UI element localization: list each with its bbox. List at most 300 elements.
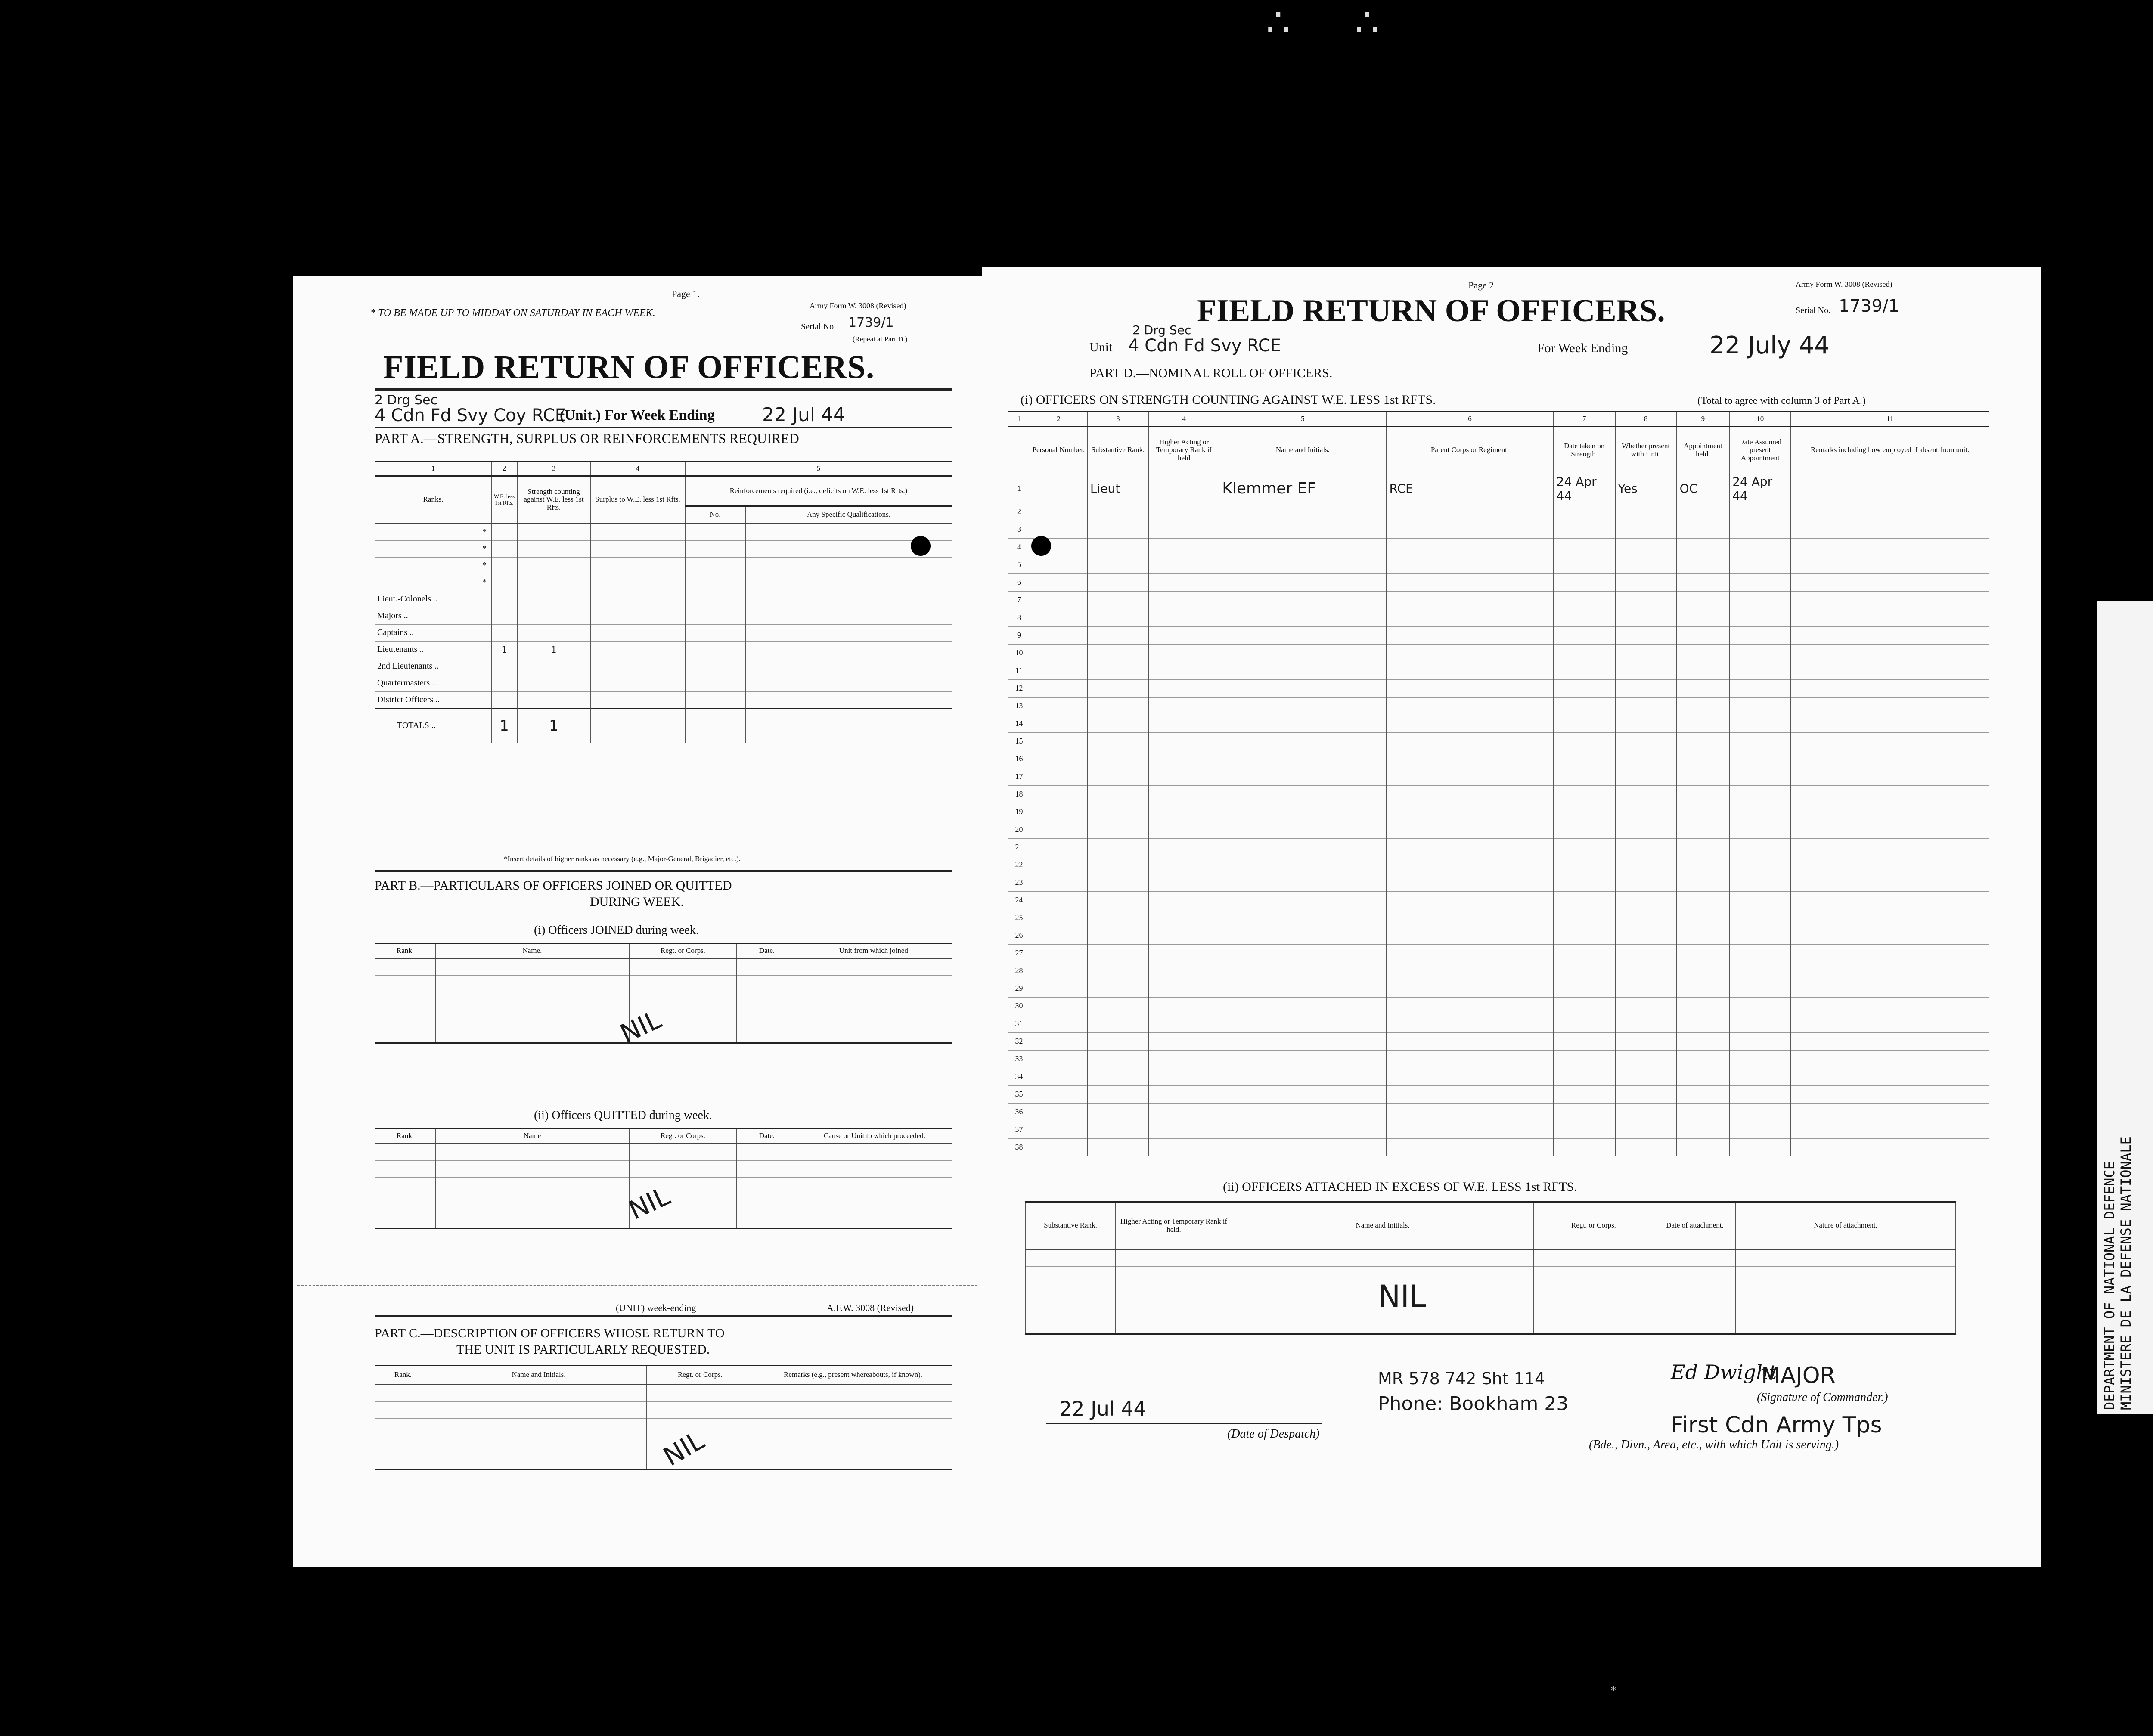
- row-number: 19: [1008, 803, 1030, 821]
- roll-cell: [1729, 980, 1791, 997]
- roll-cell: [1030, 626, 1087, 644]
- roll-cell: [1677, 803, 1730, 821]
- header-rank: Rank.: [375, 1129, 435, 1144]
- roll-cell: [1615, 785, 1677, 803]
- roll-cell: [1791, 591, 1989, 609]
- roll-cell: [1087, 591, 1149, 609]
- roll-cell: [1030, 909, 1087, 927]
- roll-cell: [1087, 503, 1149, 521]
- roll-cell: [1615, 821, 1677, 838]
- roll-cell: [1615, 679, 1677, 697]
- row-number: 38: [1008, 1138, 1030, 1156]
- table-row: [1008, 1032, 1989, 1050]
- table-row: [1008, 521, 1989, 538]
- roll-cell: [1729, 732, 1791, 750]
- roll-cell: [1219, 1015, 1386, 1032]
- roll-cell: 24 Apr 44: [1729, 474, 1791, 503]
- roll-cell: [1677, 732, 1730, 750]
- roll-cell: [1729, 821, 1791, 838]
- roll-cell: [1677, 838, 1730, 856]
- row-number: 26: [1008, 927, 1030, 944]
- roll-cell: [1615, 1103, 1677, 1121]
- roll-cell: [1677, 927, 1730, 944]
- roll-cell: [1149, 474, 1219, 503]
- form-title: FIELD RETURN OF OFFICERS.: [383, 349, 875, 385]
- roll-cell: [1386, 521, 1553, 538]
- roll-cell: [1386, 891, 1553, 909]
- roll-cell: [1615, 591, 1677, 609]
- roll-cell: [1677, 1068, 1730, 1085]
- roll-cell: [1219, 1138, 1386, 1156]
- roll-cell: RCE: [1386, 474, 1553, 503]
- row-number: 8: [1008, 609, 1030, 626]
- table-row: [1008, 927, 1989, 944]
- roll-cell: [1030, 1138, 1087, 1156]
- roll-cell: [1791, 626, 1989, 644]
- roll-cell: [1219, 803, 1386, 821]
- roll-cell: [1615, 856, 1677, 874]
- roll-cell: [1030, 962, 1087, 980]
- roll-cell: [1554, 1068, 1615, 1085]
- roll-cell: [1729, 679, 1791, 697]
- roll-cell: [1677, 1103, 1730, 1121]
- phone-number: Phone: Bookham 23: [1378, 1393, 1569, 1415]
- unit-line-1: 2 Drg Sec: [375, 393, 438, 408]
- archive-ministere: MINISTERE DE LA DEFENSE NATIONALE: [2118, 1136, 2134, 1410]
- roll-cell: [1729, 962, 1791, 980]
- row-number: 13: [1008, 697, 1030, 715]
- roll-cell: [1149, 609, 1219, 626]
- row-number: 34: [1008, 1068, 1030, 1085]
- roll-cell: [1149, 768, 1219, 785]
- table-row: [1008, 679, 1989, 697]
- roll-cell: [1615, 768, 1677, 785]
- row-number: 30: [1008, 997, 1030, 1015]
- roll-cell: [1554, 874, 1615, 891]
- roll-cell: [1219, 785, 1386, 803]
- roll-cell: [1087, 838, 1149, 856]
- roll-cell: [1677, 1121, 1730, 1138]
- roll-cell: [1219, 521, 1386, 538]
- roll-cell: [1729, 1068, 1791, 1085]
- roll-cell: [1149, 944, 1219, 962]
- roll-cell: [1554, 679, 1615, 697]
- roll-header: Substantive Rank.: [1087, 427, 1149, 474]
- roll-cell: OC: [1677, 474, 1730, 503]
- roll-cell: [1677, 909, 1730, 927]
- table-row: [1008, 962, 1989, 980]
- roll-cell: [1219, 997, 1386, 1015]
- roll-cell: [1791, 803, 1989, 821]
- roll-cell: [1219, 503, 1386, 521]
- roll-cell: [1791, 503, 1989, 521]
- row-number: 24: [1008, 891, 1030, 909]
- roll-cell: [1554, 838, 1615, 856]
- roll-cell: [1149, 821, 1219, 838]
- roll-cell: [1030, 697, 1087, 715]
- roll-cell: [1554, 803, 1615, 821]
- header-name: Name: [435, 1129, 629, 1144]
- roll-cell: [1677, 574, 1730, 591]
- roll-cell: [1677, 785, 1730, 803]
- row-number: 5: [1008, 556, 1030, 574]
- col-num: 8: [1615, 412, 1677, 427]
- strength-value: 1: [517, 641, 590, 658]
- roll-cell: [1791, 538, 1989, 556]
- table-row: [1008, 1138, 1989, 1156]
- roll-cell: [1149, 626, 1219, 644]
- col-num: 2: [1030, 412, 1087, 427]
- roll-cell: [1554, 1050, 1615, 1068]
- header-date-attachment: Date of attachment.: [1654, 1202, 1736, 1249]
- roll-cell: [1030, 644, 1087, 662]
- roll-cell: [1030, 503, 1087, 521]
- roll-cell: [1677, 962, 1730, 980]
- roll-cell: [1554, 609, 1615, 626]
- roll-cell: [1615, 962, 1677, 980]
- roll-cell: [1729, 609, 1791, 626]
- roll-cell: [1030, 609, 1087, 626]
- form-page-1: [293, 276, 982, 1567]
- header-rank: Rank.: [375, 944, 435, 958]
- roll-cell: [1030, 997, 1087, 1015]
- roll-cell: [1386, 856, 1553, 874]
- perforation-line: [297, 1285, 977, 1286]
- header-regt: Regt. or Corps.: [629, 944, 737, 958]
- header-substantive-rank: Substantive Rank.: [1025, 1202, 1116, 1249]
- quitted-table: [375, 1128, 952, 1229]
- roll-header: Date taken on Strength.: [1554, 427, 1615, 474]
- roll-cell: [1149, 1050, 1219, 1068]
- roll-cell: [1386, 750, 1553, 768]
- roll-cell: [1219, 750, 1386, 768]
- roll-cell: [1219, 821, 1386, 838]
- roll-cell: [1030, 1068, 1087, 1085]
- roll-cell: [1729, 785, 1791, 803]
- roll-cell: Lieut: [1087, 474, 1149, 503]
- roll-cell: [1087, 644, 1149, 662]
- attached-nil: NIL: [1378, 1279, 1427, 1314]
- film-bottom-marker: *: [1610, 1683, 1617, 1698]
- roll-cell: [1386, 1032, 1553, 1050]
- roll-cell: [1219, 874, 1386, 891]
- table-row: [1008, 856, 1989, 874]
- header-date: Date.: [737, 944, 797, 958]
- roll-cell: [1149, 962, 1219, 980]
- roll-cell: [1677, 944, 1730, 962]
- despatch-label: (Date of Despatch): [1227, 1427, 1320, 1441]
- part-c-nil: NIL: [658, 1425, 710, 1472]
- roll-cell: [1219, 1068, 1386, 1085]
- form-title: FIELD RETURN OF OFFICERS.: [1197, 293, 1665, 329]
- roll-cell: [1791, 980, 1989, 997]
- roll-cell: [1677, 679, 1730, 697]
- roll-cell: [1729, 521, 1791, 538]
- roll-cell: [1149, 997, 1219, 1015]
- roll-cell: [1554, 715, 1615, 732]
- table-row: [1008, 697, 1989, 715]
- roll-cell: [1615, 750, 1677, 768]
- row-number: 28: [1008, 962, 1030, 980]
- roll-cell: [1149, 697, 1219, 715]
- week-ending-value: 22 Jul 44: [762, 404, 846, 426]
- roll-cell: [1087, 891, 1149, 909]
- col-num: 1: [375, 462, 491, 476]
- roll-cell: [1729, 538, 1791, 556]
- header-we: W.E. less 1st Rfts.: [491, 476, 517, 524]
- page-number: Page 2.: [1468, 280, 1496, 291]
- roll-cell: [1554, 944, 1615, 962]
- roll-cell: [1554, 856, 1615, 874]
- table-row: [1008, 1103, 1989, 1121]
- roll-cell: [1030, 574, 1087, 591]
- roll-header: [1008, 427, 1030, 474]
- roll-cell: [1791, 909, 1989, 927]
- header-name: Name and Initials.: [431, 1366, 646, 1385]
- roll-cell: [1087, 803, 1149, 821]
- roll-cell: [1087, 715, 1149, 732]
- roll-cell: [1554, 1121, 1615, 1138]
- form-page-2: [982, 267, 2041, 1567]
- roll-cell: [1219, 838, 1386, 856]
- part-d-title: PART D.—NOMINAL ROLL OF OFFICERS.: [1089, 366, 1333, 380]
- roll-cell: [1219, 1085, 1386, 1103]
- table-row: [1008, 1121, 1989, 1138]
- row-number: 1: [1008, 474, 1030, 503]
- roll-cell: [1087, 609, 1149, 626]
- roll-cell: [1729, 750, 1791, 768]
- week-value: 22 July 44: [1709, 332, 1830, 360]
- roll-cell: [1729, 997, 1791, 1015]
- roll-cell: [1729, 556, 1791, 574]
- totals-label: TOTALS ..: [375, 709, 491, 743]
- roll-cell: [1149, 538, 1219, 556]
- roll-cell: [1030, 821, 1087, 838]
- roll-cell: [1677, 891, 1730, 909]
- roll-cell: [1615, 909, 1677, 927]
- roll-cell: [1087, 697, 1149, 715]
- signature-rank: MAJOR: [1761, 1363, 1836, 1389]
- unit-label: Unit: [1089, 340, 1113, 354]
- serial-number: 1739/1: [1839, 296, 1899, 316]
- week-label: For Week Ending: [1537, 341, 1628, 355]
- quitted-nil: NIL: [624, 1181, 675, 1226]
- col-num: 6: [1386, 412, 1553, 427]
- roll-cell: [1615, 662, 1677, 679]
- roll-cell: [1791, 644, 1989, 662]
- header-ranks: Ranks.: [375, 476, 491, 524]
- roll-cell: [1677, 697, 1730, 715]
- rank-cell: *: [375, 540, 491, 557]
- roll-cell: [1087, 750, 1149, 768]
- table-row: [1008, 538, 1989, 556]
- roll-cell: [1677, 556, 1730, 574]
- table-row: [1008, 750, 1989, 768]
- roll-cell: [1554, 750, 1615, 768]
- roll-cell: [1087, 521, 1149, 538]
- header-rank: Rank.: [375, 1366, 431, 1385]
- serial-note: (Repeat at Part D.): [853, 335, 908, 343]
- roll-cell: [1386, 732, 1553, 750]
- roll-cell: [1386, 644, 1553, 662]
- form-reference: Army Form W. 3008 (Revised): [1796, 280, 1892, 288]
- roll-cell: [1386, 962, 1553, 980]
- roll-cell: [1554, 962, 1615, 980]
- row-number: 17: [1008, 768, 1030, 785]
- table-row: [1008, 944, 1989, 962]
- roll-cell: [1677, 768, 1730, 785]
- roll-cell: [1554, 626, 1615, 644]
- roll-cell: [1030, 750, 1087, 768]
- roll-cell: [1729, 874, 1791, 891]
- roll-cell: [1615, 980, 1677, 997]
- table-row: [1008, 574, 1989, 591]
- roll-cell: [1030, 556, 1087, 574]
- roll-cell: [1791, 891, 1989, 909]
- roll-cell: [1554, 574, 1615, 591]
- roll-cell: [1554, 556, 1615, 574]
- roll-header: Appointment held.: [1677, 427, 1730, 474]
- roll-cell: [1149, 644, 1219, 662]
- roll-cell: [1386, 715, 1553, 732]
- roll-cell: [1615, 874, 1677, 891]
- serial-label: Serial No.: [801, 322, 836, 332]
- roll-cell: [1554, 1015, 1615, 1032]
- roll-cell: [1791, 715, 1989, 732]
- roll-cell: [1087, 626, 1149, 644]
- roll-cell: [1149, 1138, 1219, 1156]
- roll-cell: [1087, 1121, 1149, 1138]
- roll-cell: [1615, 521, 1677, 538]
- roll-cell: [1219, 609, 1386, 626]
- roll-cell: [1729, 503, 1791, 521]
- roll-cell: [1149, 556, 1219, 574]
- roll-cell: [1386, 556, 1553, 574]
- roll-cell: [1030, 474, 1087, 503]
- roll-cell: [1149, 679, 1219, 697]
- roll-cell: [1615, 556, 1677, 574]
- roll-cell: [1219, 556, 1386, 574]
- roll-cell: [1554, 591, 1615, 609]
- roll-cell: [1615, 1138, 1677, 1156]
- header-remarks: Remarks (e.g., present whereabouts, if known).: [754, 1366, 952, 1385]
- roll-cell: [1677, 1050, 1730, 1068]
- film-marks: ∴ ∴: [1266, 0, 1405, 45]
- roll-cell: [1677, 1032, 1730, 1050]
- roll-cell: [1677, 715, 1730, 732]
- roll-cell: [1729, 662, 1791, 679]
- table-row: [1008, 803, 1989, 821]
- roll-cell: [1791, 1068, 1989, 1085]
- row-number: 20: [1008, 821, 1030, 838]
- table-row: [1008, 1068, 1989, 1085]
- roll-cell: [1386, 1015, 1553, 1032]
- roll-cell: [1149, 503, 1219, 521]
- roll-cell: [1149, 927, 1219, 944]
- page-number: Page 1.: [672, 288, 700, 299]
- roll-cell: [1677, 662, 1730, 679]
- header-regt: Regt. or Corps.: [1533, 1202, 1654, 1249]
- row-number: 36: [1008, 1103, 1030, 1121]
- roll-cell: [1386, 679, 1553, 697]
- roll-cell: [1615, 1085, 1677, 1103]
- roll-cell: [1219, 732, 1386, 750]
- archive-dept: DEPARTMENT OF NATIONAL DEFENCE: [2101, 1161, 2118, 1410]
- roll-cell: [1087, 768, 1149, 785]
- map-reference: MR 578 742 Sht 114: [1378, 1369, 1545, 1388]
- header-regt: Regt. or Corps.: [646, 1366, 754, 1385]
- roll-cell: [1087, 1103, 1149, 1121]
- row-number: 15: [1008, 732, 1030, 750]
- row-number: 6: [1008, 574, 1030, 591]
- row-number: 12: [1008, 679, 1030, 697]
- rank-cell: *: [375, 557, 491, 574]
- roll-cell: [1729, 1085, 1791, 1103]
- roll-cell: [1729, 944, 1791, 962]
- roll-cell: [1087, 785, 1149, 803]
- row-number: 3: [1008, 521, 1030, 538]
- row-number: 32: [1008, 1032, 1030, 1050]
- roll-cell: [1386, 997, 1553, 1015]
- row-number: 4: [1008, 538, 1030, 556]
- roll-cell: 24 Apr 44: [1554, 474, 1615, 503]
- roll-cell: [1791, 1138, 1989, 1156]
- roll-cell: [1615, 1015, 1677, 1032]
- table-row: [1008, 874, 1989, 891]
- roll-cell: [1677, 644, 1730, 662]
- roll-cell: [1615, 697, 1677, 715]
- part-b-title-2: DURING WEEK.: [590, 895, 684, 909]
- roll-cell: [1677, 609, 1730, 626]
- roll-cell: [1791, 927, 1989, 944]
- header-regt: Regt. or Corps.: [629, 1129, 737, 1144]
- table-row: [1008, 980, 1989, 997]
- roll-cell: [1087, 574, 1149, 591]
- roll-cell: [1615, 538, 1677, 556]
- roll-cell: [1791, 1121, 1989, 1138]
- roll-cell: [1677, 874, 1730, 891]
- header-surplus: Surplus to W.E. less 1st Rfts.: [590, 476, 685, 524]
- table-row: [1008, 1085, 1989, 1103]
- roll-cell: [1087, 927, 1149, 944]
- row-number: 18: [1008, 785, 1030, 803]
- table-row: [1008, 768, 1989, 785]
- table-row: [1008, 556, 1989, 574]
- unit-line-1: 2 Drg Sec: [1132, 323, 1191, 337]
- roll-cell: [1087, 1138, 1149, 1156]
- roll-cell: [1677, 750, 1730, 768]
- roll-cell: [1729, 891, 1791, 909]
- roll-cell: [1219, 891, 1386, 909]
- part-c-form-ref: A.F.W. 3008 (Revised): [827, 1302, 914, 1313]
- roll-cell: [1677, 997, 1730, 1015]
- joined-title: (i) Officers JOINED during week.: [534, 924, 699, 937]
- table-row: [1008, 715, 1989, 732]
- roll-cell: [1219, 962, 1386, 980]
- roll-cell: [1386, 944, 1553, 962]
- col-num: 3: [517, 462, 590, 476]
- roll-cell: [1386, 1068, 1553, 1085]
- roll-cell: [1149, 891, 1219, 909]
- unit-label: (Unit.) For Week Ending: [560, 407, 715, 423]
- rank-cell: *: [375, 524, 491, 541]
- joined-nil: NIL: [615, 1004, 666, 1050]
- part-a-footnote: *Insert details of higher ranks as necessary (e.g., Major-General, Brigadier, etc.).: [504, 855, 741, 863]
- col-num: 1: [1008, 412, 1030, 427]
- table-row: [1008, 644, 1989, 662]
- roll-cell: [1149, 1068, 1219, 1085]
- roll-cell: [1791, 1085, 1989, 1103]
